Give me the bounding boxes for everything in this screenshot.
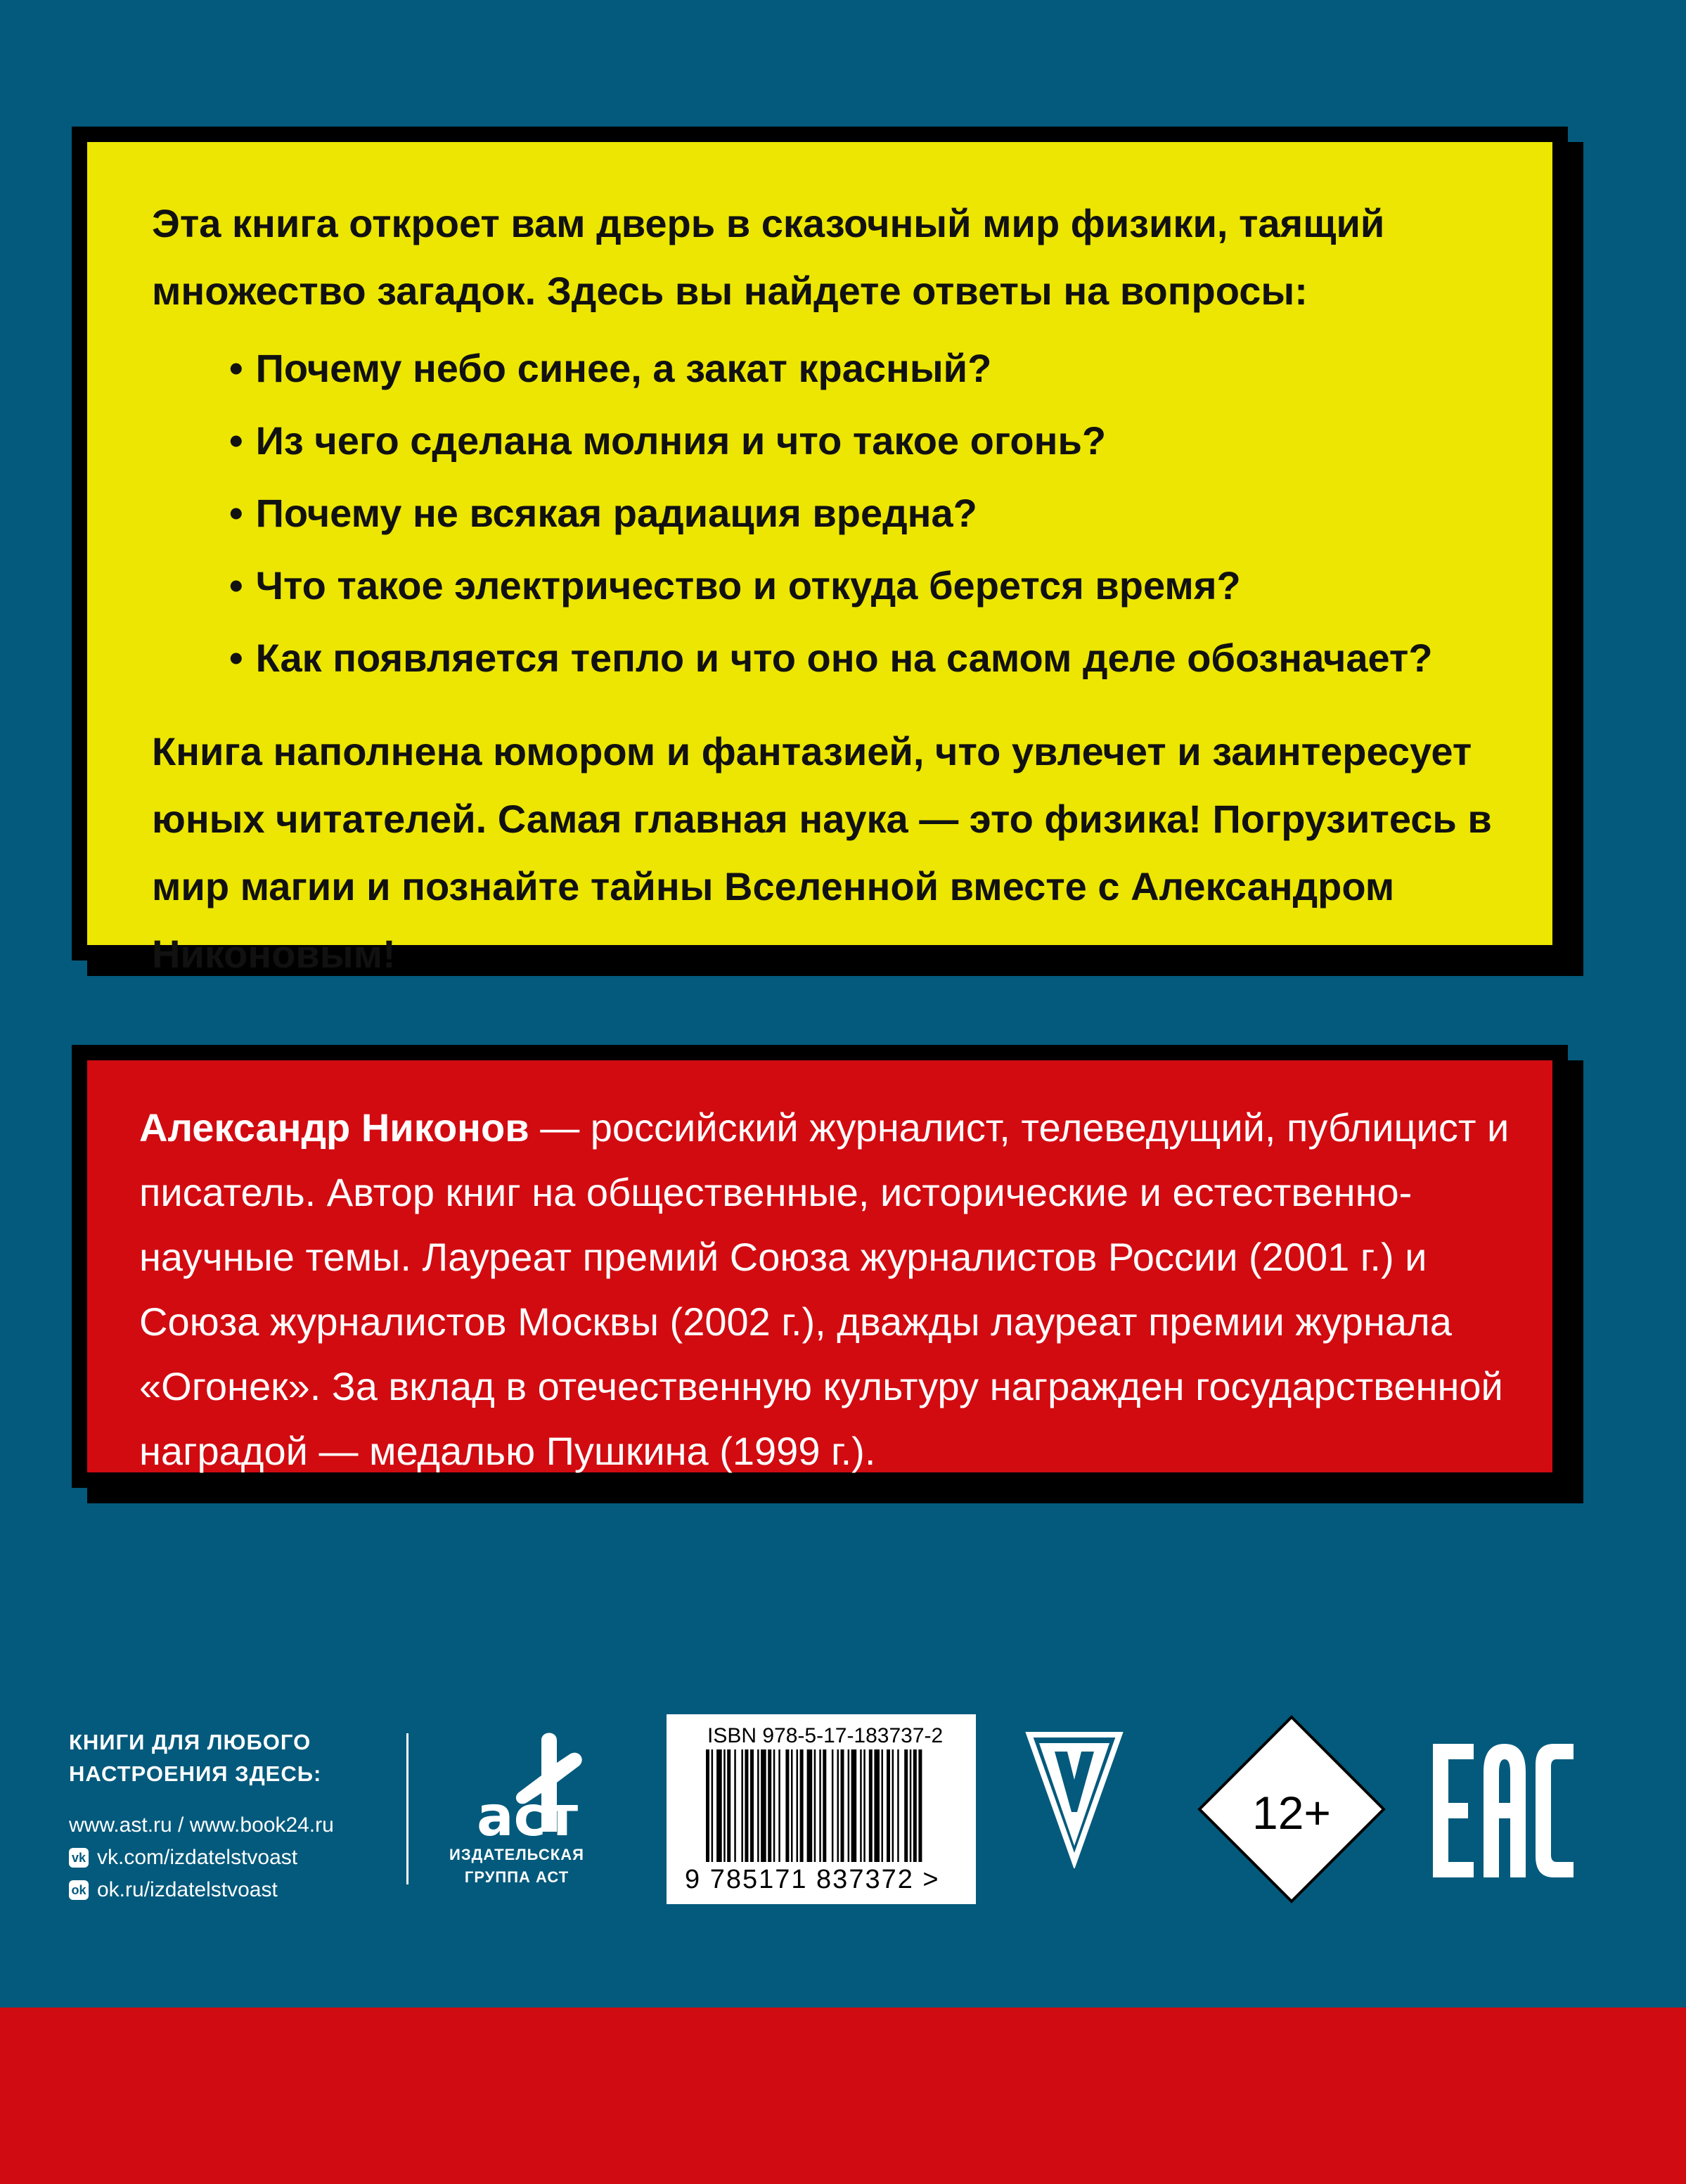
website-links[interactable]: www.ast.ru / www.book24.ru — [69, 1813, 334, 1837]
questions-list — [152, 332, 1510, 694]
author-box — [72, 1045, 1568, 1488]
barcode-bar — [832, 1749, 834, 1862]
barcode-bar — [723, 1749, 726, 1862]
barcode-bar — [869, 1749, 873, 1862]
barcode-bar — [819, 1749, 821, 1862]
ok-link[interactable]: ok ok.ru/izdatelstvoast — [69, 1874, 334, 1906]
question-item: • Что такое электричество и откуда берется время? — [229, 563, 1241, 608]
barcode-bar — [741, 1749, 743, 1862]
author-bio: — российский журналист, телеведущий, публицист и писатель. Автор книг на общественные, исторические и естественно-научные темы. Лауреат премий Союза журналистов России (2001 г.) и Союза журналистов Москвы (2002 г.), дважды лауреат премии журнала «Огонек». За вклад в отечественную культуру награжден государственной наградой — медалью Пушкина (1999 г.). — [139, 1105, 1510, 1473]
promo-title-line-2: НАСТРОЕНИЯ ЗДЕСЬ: — [69, 1761, 322, 1786]
barcode-bar — [918, 1749, 922, 1862]
barcode-bar — [892, 1749, 894, 1862]
footer-divider — [406, 1733, 408, 1884]
barcode-bar — [768, 1749, 771, 1862]
vk-link[interactable]: vk vk.com/izdatelstvoast — [69, 1842, 334, 1874]
question-item: • Как появляется тепло и что оно на самом деле обозначает? — [229, 636, 1433, 680]
barcode-bar — [785, 1749, 789, 1862]
barcode-bar — [716, 1749, 722, 1862]
bullet-icon: • — [229, 636, 243, 680]
barcode-bar — [823, 1749, 826, 1862]
bullet-icon: • — [229, 563, 243, 608]
ok-icon: ok — [69, 1880, 89, 1900]
isbn-text: ISBN 978-5-17-183737-2 — [707, 1724, 944, 1747]
barcode-bar — [848, 1749, 850, 1862]
barcode-box — [667, 1714, 976, 1904]
barcode-bar — [887, 1749, 890, 1862]
eac-icon — [1433, 1744, 1574, 1877]
barcode-number: 9 785171 837372 > — [685, 1865, 940, 1894]
barcode-bar — [800, 1749, 804, 1862]
barcode-bar — [863, 1749, 865, 1862]
barcode-bar — [882, 1749, 884, 1862]
question-item: • Почему небо синее, а закат красный? — [229, 346, 992, 390]
promo-title-line-1: КНИГИ ДЛЯ ЛЮБОГО — [69, 1730, 311, 1754]
bullet-icon: • — [229, 491, 243, 535]
barcode-bar — [706, 1749, 709, 1862]
barcode-bar — [761, 1749, 766, 1862]
vk-icon: vk — [69, 1848, 89, 1868]
description-content — [152, 190, 1510, 988]
barcode-graphic — [706, 1749, 938, 1868]
question-item: • Из чего сделана молния и что такое огонь? — [229, 418, 1107, 463]
barcode-bar — [773, 1749, 776, 1862]
age-rating-text: 12+ — [1252, 1787, 1331, 1839]
question-item: • Почему не всякая радиация вредна? — [229, 491, 977, 535]
barcode-bar — [745, 1749, 748, 1862]
author-name: Александр Никонов — [139, 1105, 529, 1150]
author-content — [139, 1096, 1510, 1484]
v-triangle-mark — [1025, 1728, 1124, 1868]
barcode-bar — [897, 1749, 899, 1862]
barcode-bar — [910, 1749, 912, 1862]
barcode-bar — [841, 1749, 844, 1862]
description-outro: Книга наполнена юмором и фантазией, что увлечет и заинтересует юных читателей. Самая главная наука — это физика! Погрузитесь в мир магии и познайте тайны Вселенной вместе с Александром Никоновым! — [152, 729, 1492, 976]
footer-band — [0, 2008, 1686, 2184]
publisher-logo-text: аст — [477, 1785, 579, 1849]
barcode-bar — [851, 1749, 857, 1862]
barcode-bar — [712, 1749, 714, 1862]
bullet-icon: • — [229, 418, 243, 463]
barcode-bar — [750, 1749, 754, 1862]
barcode-bar — [791, 1749, 793, 1862]
description-box — [72, 127, 1568, 976]
bullet-icon: • — [229, 346, 243, 390]
barcode-bar — [797, 1749, 799, 1862]
barcode-bar — [757, 1749, 759, 1862]
barcode-bar — [904, 1749, 908, 1862]
author-bio-paragraph — [139, 1096, 1510, 1484]
barcode-bar — [860, 1749, 862, 1862]
barcode-bar — [874, 1749, 880, 1862]
description-intro: Эта книга откроет вам дверь в сказочный мир физики, таящий множество загадок. Здесь вы найдете ответы на вопросы: — [152, 201, 1385, 313]
barcode-bar — [734, 1749, 736, 1862]
barcode-bar — [778, 1749, 780, 1862]
publisher-caption: ИЗДАТЕЛЬСКАЯ ГРУППА АСТ — [449, 1846, 584, 1886]
barcode-bar — [807, 1749, 813, 1862]
barcode-bar — [727, 1749, 731, 1862]
promo-block — [69, 1726, 334, 1906]
barcode-bar — [814, 1749, 816, 1862]
barcode-bar — [837, 1749, 839, 1862]
barcode-bar — [913, 1749, 917, 1862]
